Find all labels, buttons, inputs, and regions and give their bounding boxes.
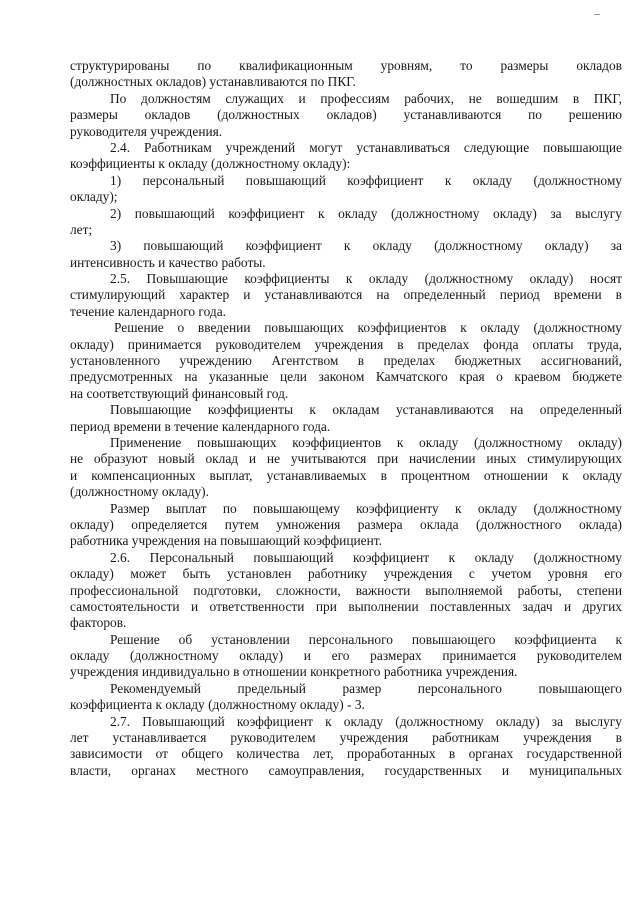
text-line: 3) повышающий коэффициент к окладу (должностному окладу) за xyxy=(110,238,622,254)
text-line: 2.6. Персональный повышающий коэффициент к окладу (должностному xyxy=(110,549,622,565)
text-line: окладу) определяется путем умножения размера оклада (должностного оклада) xyxy=(70,516,622,532)
text-line: интенсивность и качество работы. xyxy=(70,254,266,270)
text-line: По должностям служащих и профессиям рабочих, не вошедшим в ПКГ, xyxy=(110,90,622,106)
text-line: окладу) принимается руководителем учреждения в пределах фонда оплаты труда, xyxy=(70,336,622,352)
text-line: Решение об установлении персонального повышающего коэффициента к xyxy=(110,631,622,647)
text-line: 2.5. Повышающие коэффициенты к окладу (должностному окладу) носят xyxy=(110,271,622,287)
text-line: власти, органах местного самоуправления, государственных и муниципальных xyxy=(70,762,622,778)
text-line: предусмотренных на указанные цели законом Камчатского края о краевом бюджете xyxy=(70,369,622,385)
text-line: 1) персональный повышающий коэффициент к окладу (должностному xyxy=(110,172,622,188)
text-line: самостоятельности и ответственности при выполнении поставленных задач и других xyxy=(70,598,622,614)
text-line: окладу (должностному окладу) и его размерах принимается руководителем xyxy=(70,648,622,664)
text-line: факторов. xyxy=(70,615,127,631)
text-line: окладу) может быть установлен работнику учреждения с учетом уровня его xyxy=(70,566,622,582)
text-line: на соответствующий финансовый год. xyxy=(70,385,289,401)
text-line: (должностных окладов) устанавливаются по ПКГ. xyxy=(70,74,356,90)
text-line: 2.4. Работникам учреждений могут устанавливаться следующие повышающие xyxy=(110,139,622,155)
text-line: руководителя учреждения. xyxy=(70,123,223,139)
text-line: окладу); xyxy=(70,189,118,205)
text-line: Решение о введении повышающих коэффициентов к окладу (должностному xyxy=(114,320,622,336)
text-line: Рекомендуемый предельный размер персонального повышающего xyxy=(110,680,622,696)
text-line: структурированы по квалификационным уровням, то размеры окладов xyxy=(70,58,622,73)
text-line: работника учреждения на повышающий коэффициент. xyxy=(70,533,382,549)
text-line: период времени в течение календарного года. xyxy=(70,418,331,434)
text-line: Применение повышающих коэффициентов к окладу (должностному окладу) xyxy=(110,434,622,450)
text-line: (должностному окладу). xyxy=(70,484,209,500)
text-line: коэффициенты к окладу (должностному окладу): xyxy=(70,156,351,172)
text-line: 2) повышающий коэффициент к окладу (должностному окладу) за выслугу xyxy=(110,205,622,221)
text-line: лет устанавливается руководителем учреждения работникам учреждения в xyxy=(70,730,622,746)
text-line: стимулирующий характер и устанавливаются на определенный период времени в xyxy=(70,287,622,303)
text-line: и компенсационных выплат, устанавливаемых в процентном отношении к окладу xyxy=(70,467,622,483)
text-line: зависимости от общего количества лет, проработанных в органах государственной xyxy=(70,746,622,762)
text-line: Размер выплат по повышающему коэффициенту к окладу (должностному xyxy=(110,500,622,516)
text-line: учреждения индивидуально в отношении конкретного работника учреждения. xyxy=(70,664,518,680)
text-line: не образуют новый оклад и не учитываются при начислении иных стимулирующих xyxy=(70,451,622,467)
text-line: профессиональной подготовки, сложности, важности выполняемой работы, степени xyxy=(70,582,622,598)
text-line: коэффициента к окладу (должностному окладу) - 3. xyxy=(70,697,365,713)
text-line: 2.7. Повышающий коэффициент к окладу (должностному окладу) за выслугу xyxy=(110,713,622,729)
document-body xyxy=(70,58,622,779)
scan-artifact xyxy=(594,14,600,15)
text-line: размеры окладов (должностных окладов) устанавливаются по решению xyxy=(70,107,622,123)
text-line: лет; xyxy=(70,221,93,237)
text-line: установленного учреждению Агентством в пределах бюджетных ассигнований, xyxy=(70,353,622,369)
text-line: Повышающие коэффициенты к окладам устанавливаются на определенный xyxy=(110,402,622,418)
text-line: течение календарного года. xyxy=(70,303,227,319)
